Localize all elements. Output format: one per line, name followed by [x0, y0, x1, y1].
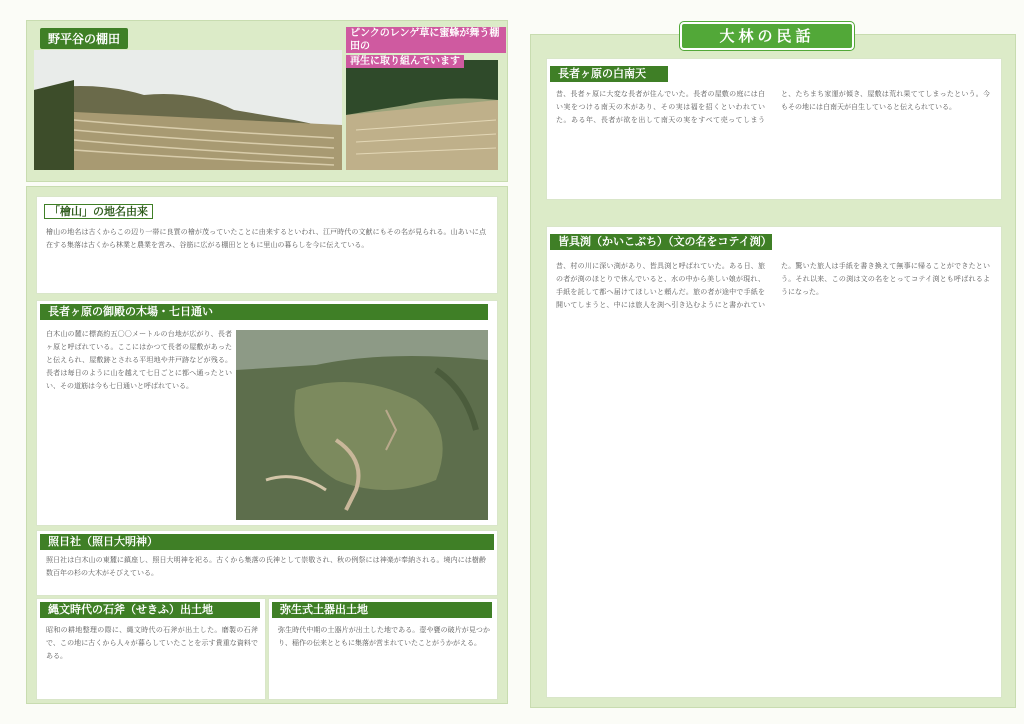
terraces-title: 野平谷の棚田 [40, 28, 128, 49]
ruins-title: 長者ヶ原の御殿の木場・七日通い [48, 305, 213, 318]
shrine-title: 照日社（照日大明神） [48, 535, 158, 548]
story2-title: 皆具渕（かいこぶち）（文の名をコテイ渕） [558, 235, 772, 248]
story2-header [550, 234, 772, 250]
terraces-caption-line1: ピンクのレンゲ草に蜜蜂が舞う棚田の [346, 27, 506, 53]
jomon-title: 縄文時代の石斧（せきふ）出土地 [48, 603, 213, 616]
story1-title: 長者ヶ原の白南天 [558, 67, 646, 80]
yayoi-text: 弥生時代中期の土器片が出土した地である。壺や甕の破片が見つかり、稲作の伝来とともに集落が営まれていたことがうかがえる。 [278, 626, 490, 647]
ruins-header [40, 304, 488, 320]
shrine-text: 照日社は白木山の東麓に鎮座し、照日大明神を祀る。古くから集落の氏神として崇敬され、秋の例祭には神楽が奉納される。境内には樹齢数百年の杉の大木がそびえている。 [46, 556, 486, 577]
jomon-text: 昭和の耕地整理の際に、縄文時代の石斧が出土した。磨製の石斧で、この地に古くから人々が暮らしていたことを示す貴重な資料である。 [46, 626, 258, 660]
name-origin-title: 「檜山」の地名由来 [44, 204, 153, 219]
name-origin-text: 檜山の地名は古くからこの辺り一帯に良質の檜が茂っていたことに由来するといわれ、江戸時代の文献にもその名が見られる。山あいに点在する集落は古くから林業と農業を営み、谷筋に広がる棚田とともに里山の暮らしを今に伝えている。 [46, 228, 486, 249]
yayoi-header [272, 602, 492, 618]
jomon-header [40, 602, 260, 618]
yayoi-title: 弥生式土器出土地 [280, 603, 368, 616]
name-origin-header [38, 204, 496, 220]
terraces-caption-line2: 再生に取り組んでいます [346, 55, 464, 68]
shrine-header [40, 534, 494, 550]
ruins-aerial-photo [236, 330, 488, 520]
folk-main-title: 大林の民話 [680, 22, 854, 50]
ruins-text: 白木山の麓に標高約五〇〇メートルの台地が広がり、長者ヶ原と呼ばれている。ここにはかつて長者の屋敷があったと伝えられ、屋敷跡とされる平坦地や井戸跡などが残る。長者は毎日のように山を越えて七日ごとに都へ通ったといい、その道筋は今も七日通いと呼ばれている。 [46, 330, 232, 390]
story1-text: 昔、長者ヶ原に大変な長者が住んでいた。長者の屋敷の庭には白い実をつける南天の木があり、その実は福を招くといわれていた。ある年、長者が欲を出して南天の実をすべて売ってしまうと、たちまち家運が傾き、屋敷は荒れ果ててしまったという。今もその地には白南天が自生していると伝えられている。 [556, 90, 990, 124]
terraces-photo-right [346, 60, 498, 170]
story1-header [550, 66, 668, 82]
terraces-photo-left [34, 50, 342, 170]
terraces-caption [346, 26, 506, 69]
story2-text: 昔、村の川に深い渕があり、皆具渕と呼ばれていた。ある日、旅の者が渕のほとりで休んでいると、水の中から美しい娘が現れ、手紙を託して都へ届けてほしいと頼んだ。旅の者が途中で手紙を開いてしまうと、中には旅人を渕へ引き込むようにと書かれていた。驚いた旅人は手紙を書き換えて無事に帰ることができたという。それ以来、この渕は文の名をとってコテイ渕とも呼ばれるようになった。 [556, 262, 990, 309]
